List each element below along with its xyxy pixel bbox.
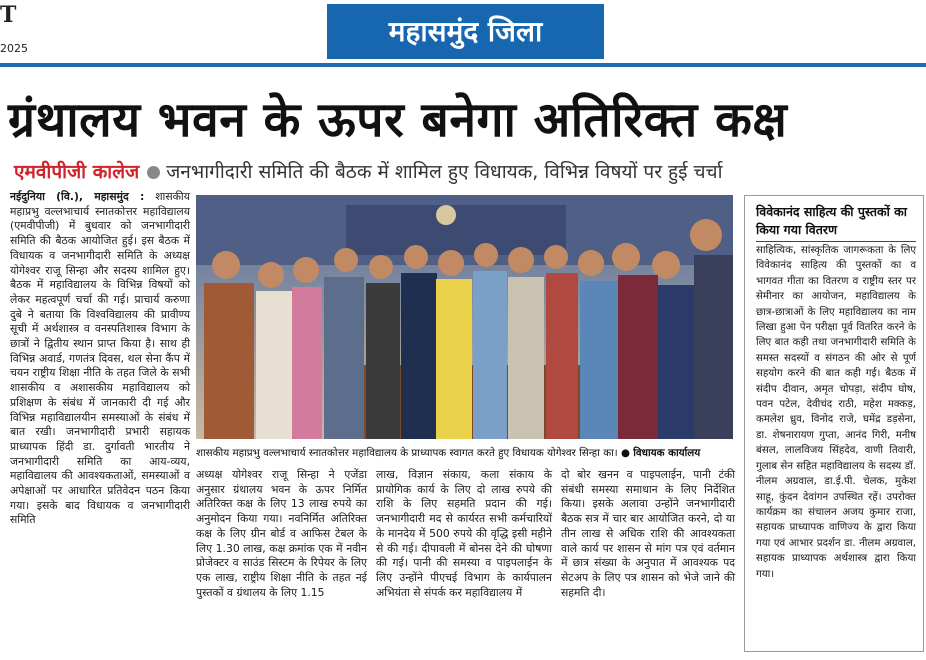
article-column-2: अध्यक्ष योगेश्वर राजू सिन्हा ने एजेंडा अनुसार ग्रंथालय भवन के ऊपर निर्मित अतिरिक्त कक्ष के लिए 13 लाख रुपये का अनुमोदन किया गया। नवनिर्मित अतिरिक्त कक्ष के लिए ग्रीन बोर्ड व आफिस टेबल के लिए 1.30 लाख, कक्ष क्रमांक एक में नवीन प्रोजेक्टर व साउंड सिस्टम के रिपेयर के लिए एक लाख, राष्ट्रीय शिक्षा नीति के तहत नई पुस्तकों व ग्रंथालय के लिए 1.15	[196, 468, 367, 599]
subheadline-tag: एमवीपीजी कालेज	[14, 161, 140, 183]
subheadline-text: जनभागीदारी समिति की बैठक में शामिल हुए विधायक, विभिन्न विषयों पर हुई चर्चा	[166, 161, 723, 183]
article-column-4: दो बोर खनन व पाइपलाईन, पानी टंकी संबंधी समस्या समाधान के लिए निर्देशित किया। इसके अलावा उन्होंने जनभागीदारी बैठक सत्र में चार बार आयोजित करने, दो या तीन लाख से अधिक राशि की आवश्यकता वाले कार्य पर शासन से मांग पत्र एवं वर्तमान में छात्र संख्या के अनुपात में आवश्यक पद सेटअप के लिए पत्र शासन को भेजे जाने की सहमति दी।	[561, 468, 735, 599]
sidebar-body: साहित्यिक, सांस्कृतिक जागरूकता के लिए विवेकानंद साहित्य की पुस्तकों का व भागवत गीता का वितरण व राष्ट्रीय स्तर पर सेमीनार का आयोजन, महाविद्यालय के छात्र-छात्राओं के लिए महाविद्यालय का नाम लिखा हुआ पेन परीक्षा पूर्व वितरित करने के लिए बात कही तथा जनभागीदारी समिति के समस्त सदस्यों व संगठन की ओर से पूर्ण सहयोग करने की बात कही गई। बैठक में संदीप दीवान, अमृत चोपड़ा, संदीप घोष, पवन पटेल, देवीचंद राठी, महेश मक्कड़, कमलेश ध्रुव, विनोद राजे, घमेंद्र डड़सेना, डा. शेषनारायण गुप्ता, आनंद गिरी, मनीष बंसल, लालविजय सिंहदेव, वाणी तिवारी, गुलाब सेन सहित महाविद्यालय के सदस्य डॉ. नीलम अग्रवाल, डा.ई.पी. चेलक, मुकेश साहू, कुंदन देवांगन उपस्थित रहें। उपरोक्त कार्यक्रम का संचालन अजय कुमार राजा, सहायक प्राध्यापक वाणिज्य के द्वारा किया गया एवं आभार प्रदर्शन डा. नीलम अग्रवाल, सहायक प्राध्यापक अर्थशास्त्र द्वारा किया गया।	[756, 245, 916, 580]
main-headline: ग्रंथालय भवन के ऊपर बनेगा अतिरिक्त कक्ष	[8, 92, 788, 148]
sidebar-title: विवेकानंद साहित्य की पुस्तकों का किया गया वितरण	[756, 203, 916, 242]
group-photo-illustration	[196, 195, 733, 439]
article-column-1	[10, 190, 190, 528]
photo-credit: विधायक कार्यालय	[633, 447, 701, 459]
article-text-1: शासकीय महाप्रभु वल्लभाचार्य स्नातकोत्तर महाविद्यालय (एमवीपीजी) में बुधवार को जनभागीदारी समिति की बैठक आयोजित हुई। इस बैठक में विधायक व जनभागीदारी समिति के अध्यक्ष योगेश्वर राजू सिन्हा और सदस्य शामिल हुए। बैठक में महाविद्यालय के विभिन्न विषयों को लेकर महत्वपूर्ण चर्चा की गई। प्राचार्य करुणा दुबे ने बताया कि विश्वविद्यालय की प्रावीण्य सूची में अर्थशास्त्र व वनस्पतिशास्त्र विभाग के छात्रों ने द्वितीय स्थान प्राप्त किया है। साथ ही विभिन्न अवार्ड, गणतंत्र दिवस, थल सेना कैंप में चयन राष्ट्रीय शिक्षा नीति के तहत जिले के सभी शासकीय व अशासकीय महाविद्यालय को प्रशिक्षण के संबंध में जानकारी दी गई और विभिन्न महाविद्यालयीन समस्याओं के संबंध में बात रखी। जनभागीदारी प्रभारी सहायक प्राध्यापक हिंदी डा. दुर्गावती भारतीय ने जनभागीदारी समिति का आय-व्यय, महाविद्यालय की आवश्यकताओं, समस्याओं व अपेक्षाओं पर आधारित प्रतिवेदन पठन किया गया। इसके बाद विधायक व जनभागीदारी समिति	[10, 190, 190, 527]
caption-text: शासकीय महाप्रभु वल्लभाचार्य स्नातकोत्तर महाविद्यालय के प्राध्यापक स्वागत करते हुए विधायक योगेश्वर सिन्हा का।	[196, 447, 618, 459]
bullet-icon	[147, 166, 160, 179]
newspaper-logo: T	[0, 2, 17, 28]
subheadline	[14, 158, 723, 184]
news-photo	[196, 195, 733, 439]
issue-date: 2025	[0, 42, 28, 55]
photo-caption: शासकीय महाप्रभु वल्लभाचार्य स्नातकोत्तर महाविद्यालय के प्राध्यापक स्वागत करते हुए विधायक योगेश्वर सिन्हा का। ● विधायक कार्यालय	[196, 447, 701, 459]
article-column-3: लाख, विज्ञान संकाय, कला संकाय के प्रायोगिक कार्य के लिए दो लाख रुपये की राशि के लिए सहमति प्रदान की गई। जनभागीदारी मद से कार्यरत सभी कर्मचारियों के मानदेय में 500 रुपये की वृद्धि इसी महीने से की गई। दीपावली में बोनस देने की घोषणा की गई। पानी की समस्या व पाइपलाईन के लिए उन्होंने पीएचई विभाग के कार्यपालन अभियंता से संपर्क कर महाविद्यालय में	[376, 468, 552, 599]
dateline: नईदुनिया (वि.), महासमुंद :	[10, 190, 145, 203]
top-rule	[0, 63, 926, 67]
section-banner: महासमुंद जिला	[327, 4, 604, 59]
